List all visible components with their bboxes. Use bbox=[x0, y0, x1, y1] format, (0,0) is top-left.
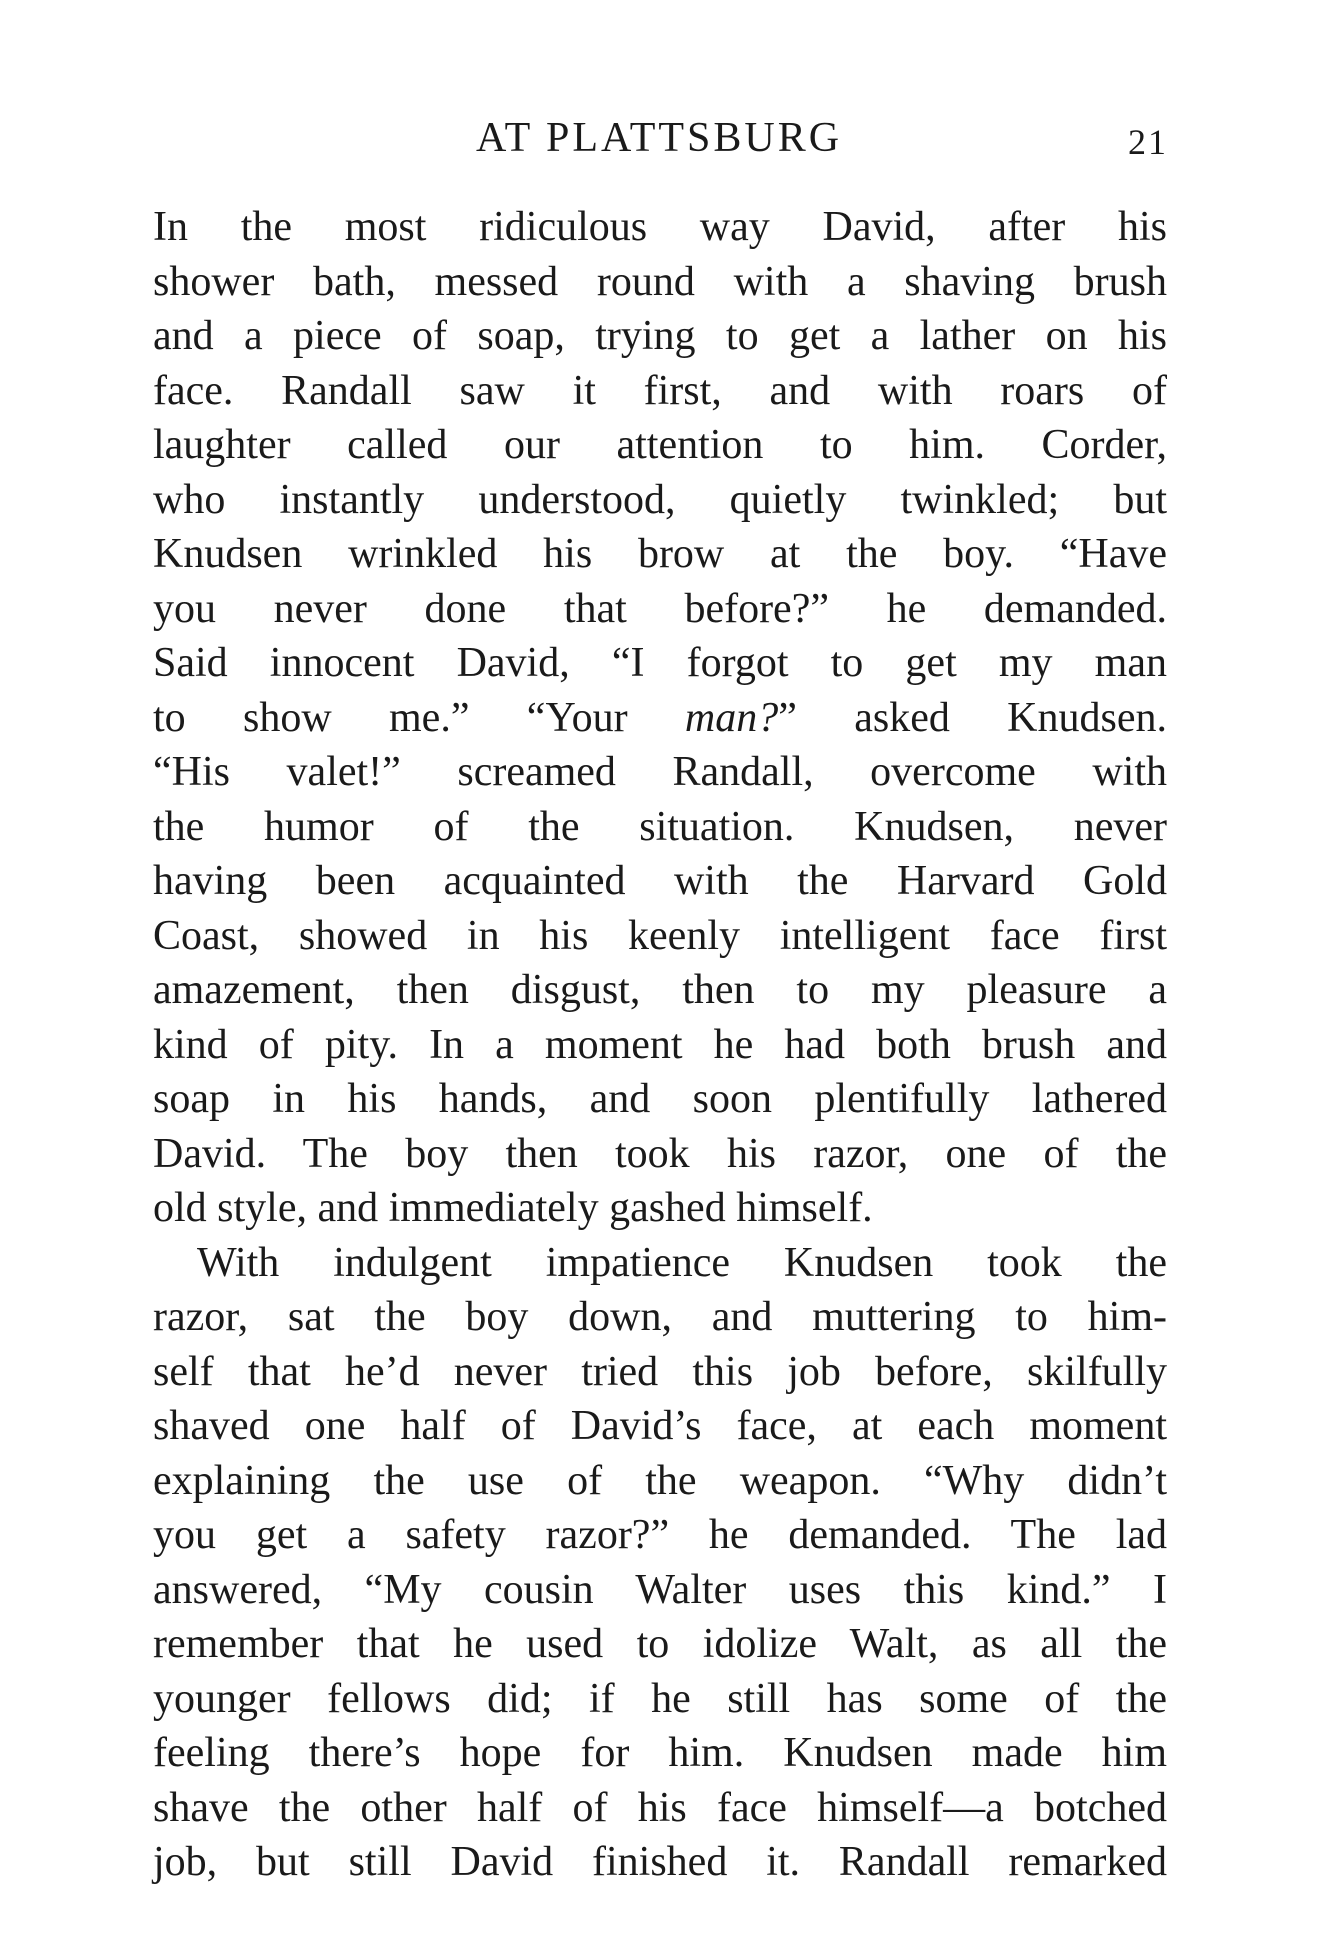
text-line: self that he’d never tried this job before, skilfully bbox=[153, 1348, 1167, 1395]
text-line: With indulgent impatience Knudsen took the bbox=[197, 1239, 1167, 1286]
page-number: 21 bbox=[1128, 122, 1168, 162]
text-line: Knudsen wrinkled his brow at the boy. “Have bbox=[153, 531, 1167, 577]
text-line: Coast, showed in his keenly intelligent face first bbox=[153, 912, 1167, 959]
italic-word: man? bbox=[684, 694, 779, 741]
text-segment: to show me.” “Your bbox=[153, 694, 685, 741]
text-line: shave the other half of his face himself—a botched bbox=[153, 1784, 1167, 1831]
text-line: David. The boy then took his razor, one of the bbox=[153, 1130, 1167, 1177]
text-line: and a piece of soap, trying to get a lather on his bbox=[153, 313, 1167, 359]
text-line: answered, “My cousin Walter uses this kind.” I bbox=[153, 1566, 1167, 1613]
text-line: explaining the use of the weapon. “Why didn’t bbox=[153, 1457, 1167, 1504]
text-line: amazement, then disgust, then to my pleasure a bbox=[153, 967, 1167, 1013]
text-line: In the most ridiculous way David, after his bbox=[153, 204, 1167, 250]
text-line: shower bath, messed round with a shaving brush bbox=[153, 258, 1167, 305]
text-line: job, but still David finished it. Randall remarked bbox=[153, 1839, 1167, 1885]
text-line: you never done that before?” he demanded. bbox=[153, 585, 1167, 632]
body-text bbox=[153, 200, 1167, 1890]
text-line: remember that he used to idolize Walt, as all the bbox=[153, 1621, 1167, 1667]
text-segment: ” asked Knudsen. bbox=[778, 694, 1167, 741]
text-line: younger fellows did; if he still has some of the bbox=[153, 1675, 1167, 1722]
text-line: who instantly understood, quietly twinkled; but bbox=[153, 476, 1167, 523]
running-title: AT PLATTSBURG bbox=[475, 115, 843, 161]
text-line: face. Randall saw it first, and with roars of bbox=[153, 367, 1167, 414]
text-line: old style, and immediately gashed himself. bbox=[153, 1185, 873, 1231]
text-line: laughter called our attention to him. Corder, bbox=[153, 422, 1167, 468]
running-head bbox=[150, 108, 1168, 168]
text-line bbox=[153, 691, 1167, 746]
text-line: feeling there’s hope for him. Knudsen made him bbox=[153, 1730, 1167, 1776]
text-line: “His valet!” screamed Randall, overcome with bbox=[153, 749, 1167, 795]
text-line: soap in his hands, and soon plentifully lathered bbox=[153, 1076, 1167, 1122]
text-line: kind of pity. In a moment he had both brush and bbox=[153, 1021, 1167, 1068]
text-line: razor, sat the boy down, and muttering to him- bbox=[153, 1294, 1167, 1340]
text-line: shaved one half of David’s face, at each moment bbox=[153, 1403, 1167, 1449]
text-line: the humor of the situation. Knudsen, never bbox=[153, 803, 1167, 850]
text-line: having been acquainted with the Harvard Gold bbox=[153, 858, 1167, 904]
text-line: Said innocent David, “I forgot to get my man bbox=[153, 640, 1167, 686]
text-line: you get a safety razor?” he demanded. The lad bbox=[153, 1512, 1167, 1558]
